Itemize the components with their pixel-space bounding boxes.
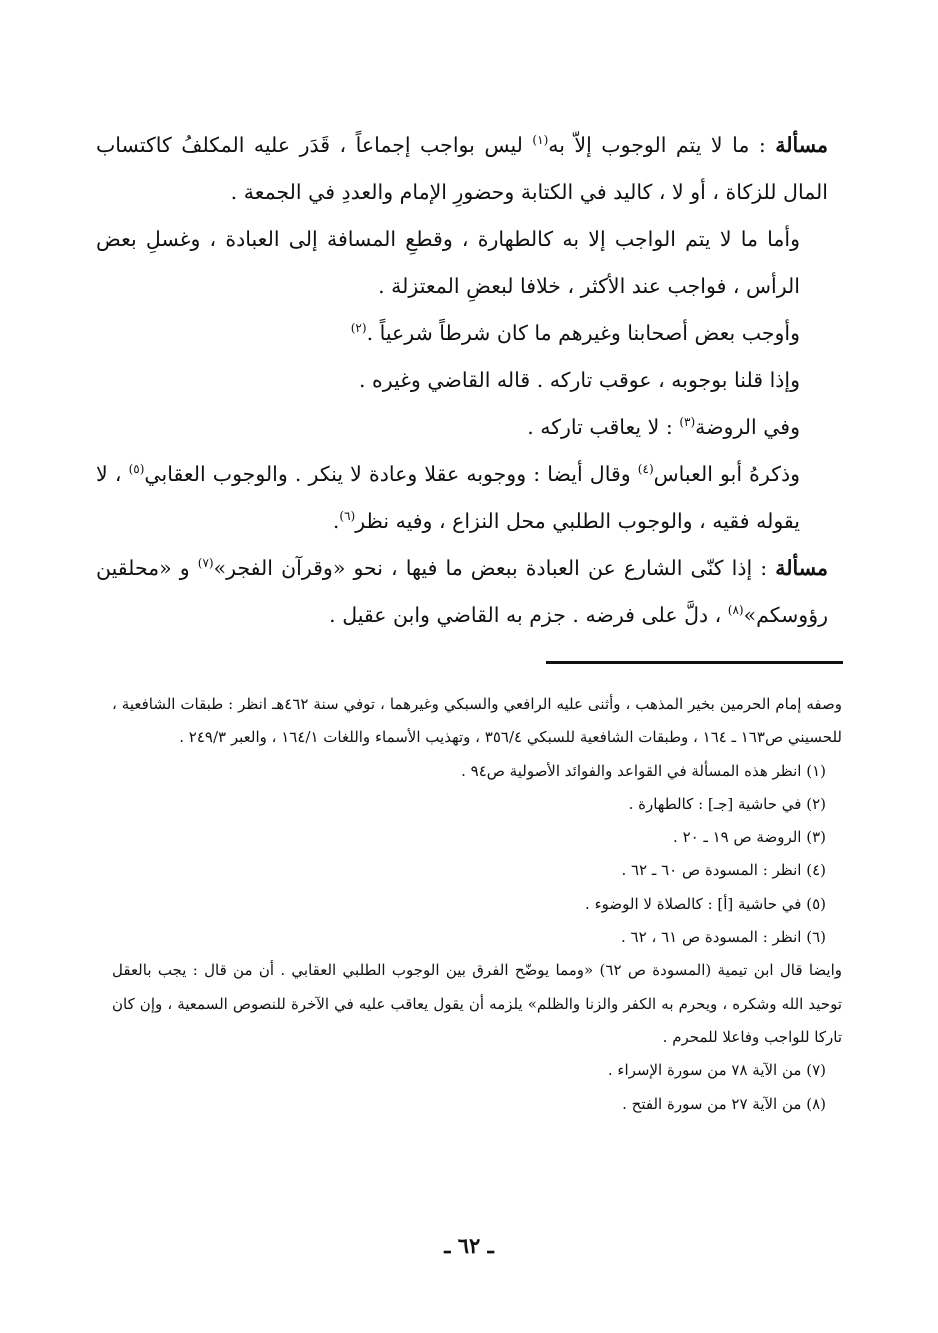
footnote-3: (٣) الروضة ص ١٩ ـ ٢٠ . xyxy=(673,828,826,847)
footnote-separator xyxy=(546,661,843,664)
footnote-ref[interactable]: (٦) xyxy=(339,509,356,524)
paragraph-text: وفي الروضة xyxy=(695,415,800,439)
page-number: ـ ٦٢ ـ xyxy=(444,1233,494,1258)
paragraph-text: ، دلَّ على فرضه . جزم به القاضي وابن عقيل . xyxy=(329,603,722,627)
paragraph-7 xyxy=(96,545,828,639)
footnote-6: (٦) انظر : المسودة ص ٦١ ، ٦٢ . xyxy=(621,928,826,947)
footnote-carryover: وصفه إمام الحرمين بخير المذهب ، وأثنى عليه الرافعي والسبكي وغيرهما ، توفي سنة ٤٦٢هـ انظر : طبقات الشافعية ، للحسيني ص١٦٣ ـ ١٦٤ ، وطبقات الشافعية للسبكي ٣٥٦/٤ ، وتهذيب الأسماء واللغات ١٦٤/١ ، والعبر ٢٤٩/٣ . xyxy=(112,695,842,747)
paragraph-text: : لا يعاقب تاركه . xyxy=(527,415,673,439)
footnote-ref[interactable]: (٨) xyxy=(727,603,744,618)
footnote-ref[interactable]: (٥) xyxy=(128,462,145,477)
footnote-ref[interactable]: (٢) xyxy=(350,321,367,336)
issue-heading: مسألة xyxy=(775,556,828,580)
paragraph-5 xyxy=(96,404,828,451)
paragraph-text: ليس بواجب إجماعاً ، قَدَر عليه المكلفُ كاكتساب المال للزكاة ، أو لا ، كاليد في الكتابة وحضورِ الإمام والعددِ في الجمعة . xyxy=(96,133,828,204)
issue-heading: مسألة xyxy=(775,133,828,157)
paragraph-text: و «محلقين رؤوسكم» xyxy=(96,556,828,627)
paragraph-text: ، لا يقوله فقيه ، والوجوب الطلبي محل النزاع ، وفيه نظر xyxy=(96,462,800,533)
footnote-ref[interactable]: (١) xyxy=(532,133,549,148)
footnote-8: (٨) من الآية ٢٧ من سورة الفتح . xyxy=(622,1094,826,1113)
footnotes xyxy=(112,688,842,1121)
paragraph-text: وأوجب بعض أصحابنا وغيرهم ما كان شرطاً شرعياً . xyxy=(366,321,800,345)
footnote-ref[interactable]: (٤) xyxy=(637,462,654,477)
paragraph-6 xyxy=(96,451,828,545)
paragraph-text: وذكرهُ أبو العباس xyxy=(653,462,800,486)
footnote-5: (٥) في حاشية [أ] : كالصلاة لا الوضوء . xyxy=(585,894,826,913)
paragraph-1 xyxy=(96,122,828,216)
footnote-2: (٢) في حاشية [جـ] : كالطهارة . xyxy=(628,794,826,813)
footnote-4: (٤) انظر : المسودة ص ٦٠ ـ ٦٢ . xyxy=(621,861,826,880)
paragraph-text: . xyxy=(332,509,340,533)
paragraph-2: وأما ما لا يتم الواجب إلا به كالطهارة ، وقطعِ المسافة إلى العبادة ، وغسلِ بعض الرأس ، فواجب عند الأكثر ، خلافا لبعضِ المعتزلة . xyxy=(96,227,800,298)
footnote-1: (١) انظر هذه المسألة في القواعد والفوائد الأصولية ص٩٤ . xyxy=(461,761,826,780)
paragraph-4: وإذا قلنا بوجوبه ، عوقب تاركه . قاله القاضي وغيره . xyxy=(358,368,800,392)
footnote-ref[interactable]: (٧) xyxy=(197,556,214,571)
paragraph-text: وقال أيضا : ووجوبه عقلا وعادة لا ينكر . والوجوب العقابي xyxy=(144,462,631,486)
paragraph-text: : ما لا يتم الوجوب إلاّ به xyxy=(548,133,766,157)
footnote-6-continuation: وايضا قال ابن تيمية (المسودة ص ٦٢) «ومما يوضّح الفرق بين الوجوب الطلبي العقابي . أن من قال : يجب بالعقل توحيد الله وشكره ، ويحرم به الكفر والزنا والظلم» يلزمه أن يقول يعاقب عليه في الآخرة للنصوص السمعية ، وإن كان تاركا للواجب وفاعلا للمحرم . xyxy=(112,961,842,1046)
footnote-7: (٧) من الآية ٧٨ من سورة الإسراء . xyxy=(607,1061,826,1080)
paragraph-text: : إذا كنّى الشارع عن العبادة ببعض ما فيها ، نحو «وقرآن الفجر» xyxy=(213,556,768,580)
main-text xyxy=(96,122,828,639)
footnote-ref[interactable]: (٣) xyxy=(679,415,696,430)
paragraph-3 xyxy=(96,310,828,357)
